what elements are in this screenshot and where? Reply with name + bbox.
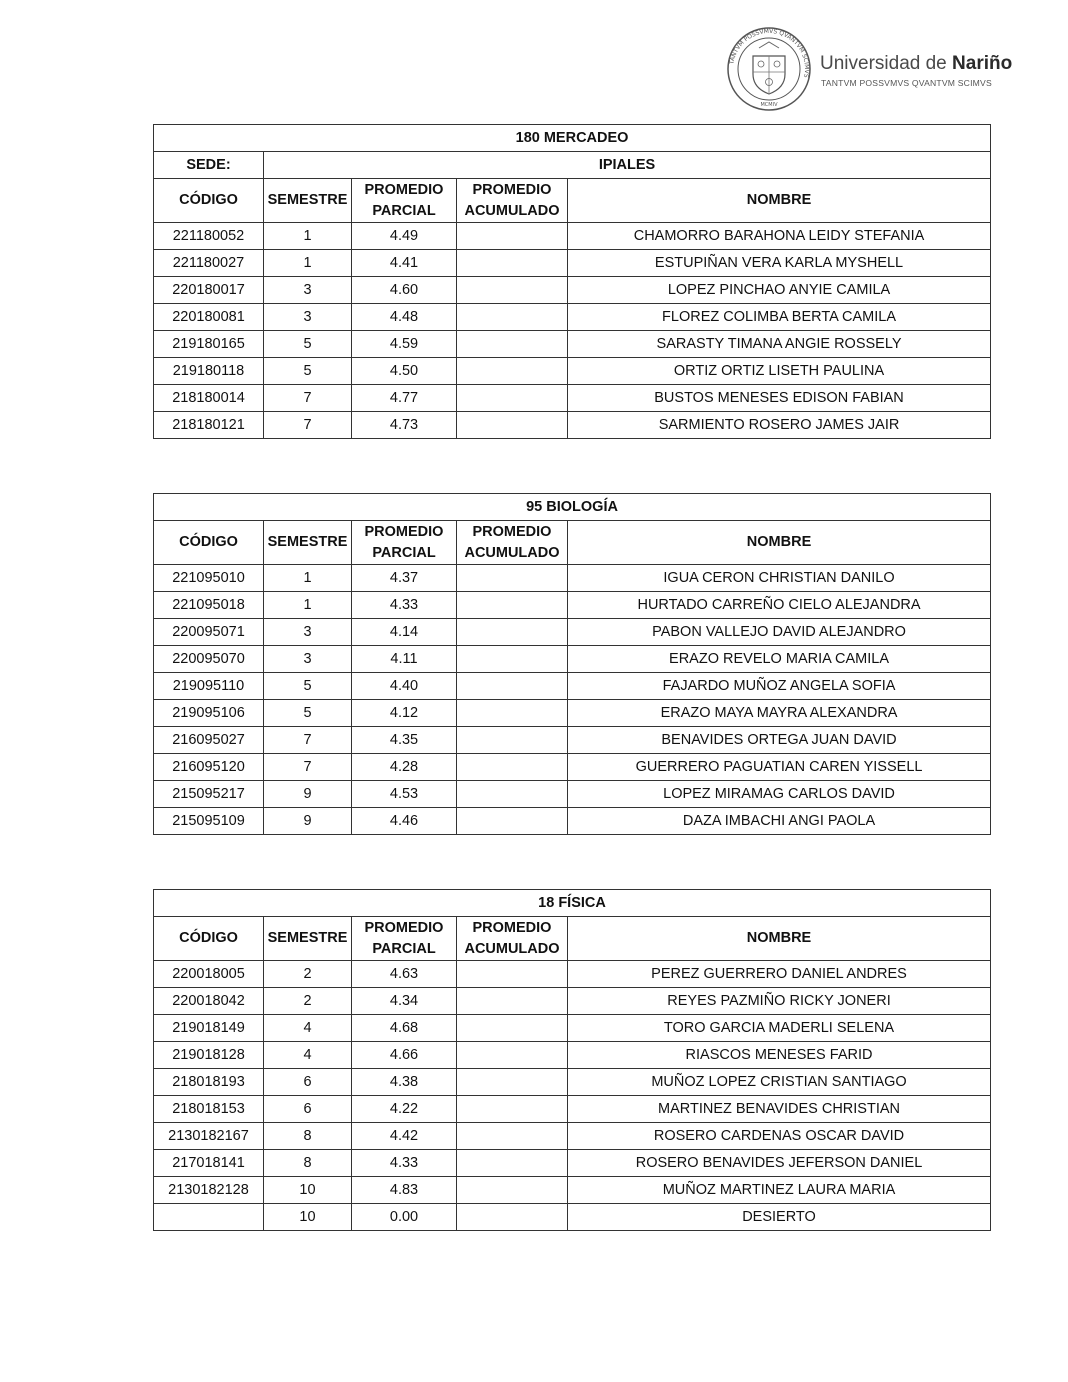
- column-header-row: [154, 917, 991, 961]
- column-header-line: PARCIAL: [372, 940, 436, 957]
- cell-parcial: 4.46: [352, 808, 457, 835]
- table-row: [154, 961, 991, 988]
- cell-codigo: 219095106: [154, 700, 264, 727]
- cell-semestre: 5: [264, 331, 352, 358]
- sede-label: SEDE:: [154, 152, 264, 179]
- cell-nombre: GUERRERO PAGUATIAN CAREN YISSELL: [568, 754, 991, 781]
- table-row: [154, 1096, 991, 1123]
- column-header-row: [154, 179, 991, 223]
- seal-ring-text: TANTVM POSSVMVS QVANTVM SCIMVS: [728, 27, 811, 79]
- cell-parcial: 4.73: [352, 412, 457, 439]
- cell-parcial: 4.33: [352, 1150, 457, 1177]
- cell-nombre: MARTINEZ BENAVIDES CHRISTIAN: [568, 1096, 991, 1123]
- cell-nombre: TORO GARCIA MADERLI SELENA: [568, 1015, 991, 1042]
- cell-parcial: 4.40: [352, 673, 457, 700]
- cell-codigo: 215095109: [154, 808, 264, 835]
- cell-nombre: RIASCOS MENESES FARID: [568, 1042, 991, 1069]
- table-row: [154, 754, 991, 781]
- cell-semestre: 10: [264, 1204, 352, 1231]
- table-row: [154, 646, 991, 673]
- table-row: [154, 565, 991, 592]
- table-row: [154, 1150, 991, 1177]
- cell-nombre: ROSERO CARDENAS OSCAR DAVID: [568, 1123, 991, 1150]
- cell-semestre: 1: [264, 250, 352, 277]
- cell-acumulado: [457, 304, 568, 331]
- cell-semestre: 3: [264, 277, 352, 304]
- cell-semestre: 2: [264, 961, 352, 988]
- cell-parcial: 4.60: [352, 277, 457, 304]
- cell-semestre: 1: [264, 223, 352, 250]
- cell-semestre: 7: [264, 412, 352, 439]
- cell-acumulado: [457, 1204, 568, 1231]
- cell-semestre: 3: [264, 646, 352, 673]
- cell-codigo: 215095217: [154, 781, 264, 808]
- column-header-codigo: CÓDIGO: [154, 917, 264, 961]
- cell-parcial: 4.11: [352, 646, 457, 673]
- cell-acumulado: [457, 646, 568, 673]
- cell-nombre: ERAZO REVELO MARIA CAMILA: [568, 646, 991, 673]
- table-row: [154, 1204, 991, 1231]
- cell-acumulado: [457, 358, 568, 385]
- cell-acumulado: [457, 1150, 568, 1177]
- cell-acumulado: [457, 781, 568, 808]
- cell-semestre: 5: [264, 700, 352, 727]
- cell-nombre: ROSERO BENAVIDES JEFERSON DANIEL: [568, 1150, 991, 1177]
- column-header-row: [154, 521, 991, 565]
- cell-nombre: HURTADO CARREÑO CIELO ALEJANDRA: [568, 592, 991, 619]
- cell-acumulado: [457, 754, 568, 781]
- cell-codigo: 218180121: [154, 412, 264, 439]
- cell-acumulado: [457, 619, 568, 646]
- cell-parcial: 4.77: [352, 385, 457, 412]
- cell-acumulado: [457, 808, 568, 835]
- cell-semestre: 5: [264, 358, 352, 385]
- cell-acumulado: [457, 1177, 568, 1204]
- cell-codigo: 218018153: [154, 1096, 264, 1123]
- cell-semestre: 6: [264, 1069, 352, 1096]
- cell-codigo: 220018005: [154, 961, 264, 988]
- cell-parcial: 4.63: [352, 961, 457, 988]
- cell-codigo: 221095010: [154, 565, 264, 592]
- cell-parcial: 4.38: [352, 1069, 457, 1096]
- cell-acumulado: [457, 592, 568, 619]
- table-body: [154, 565, 991, 835]
- table-row: [154, 1177, 991, 1204]
- table-row: [154, 1123, 991, 1150]
- cell-semestre: 5: [264, 673, 352, 700]
- cell-semestre: 9: [264, 781, 352, 808]
- column-header-line: ACUMULADO: [464, 202, 560, 219]
- cell-parcial: 4.35: [352, 727, 457, 754]
- program-title: 180 MERCADEO: [154, 125, 991, 152]
- column-header-line: PROMEDIO: [472, 523, 552, 540]
- table-row: [154, 331, 991, 358]
- cell-codigo: [154, 1204, 264, 1231]
- cell-parcial: 4.53: [352, 781, 457, 808]
- cell-acumulado: [457, 385, 568, 412]
- cell-acumulado: [457, 700, 568, 727]
- cell-acumulado: [457, 961, 568, 988]
- column-header-line: PROMEDIO: [364, 523, 444, 540]
- cell-parcial: 0.00: [352, 1204, 457, 1231]
- column-header-nombre: NOMBRE: [568, 917, 991, 961]
- cell-parcial: 4.68: [352, 1015, 457, 1042]
- cell-parcial: 4.12: [352, 700, 457, 727]
- column-header-semestre: SEMESTRE: [264, 179, 352, 223]
- cell-nombre: BENAVIDES ORTEGA JUAN DAVID: [568, 727, 991, 754]
- column-header-nombre: NOMBRE: [568, 521, 991, 565]
- cell-nombre: ERAZO MAYA MAYRA ALEXANDRA: [568, 700, 991, 727]
- cell-codigo: 218180014: [154, 385, 264, 412]
- cell-codigo: 218018193: [154, 1069, 264, 1096]
- seal-year: MCMIV: [760, 102, 778, 108]
- column-header-promedio-parcial: [352, 521, 457, 565]
- cell-codigo: 219095110: [154, 673, 264, 700]
- table-row: [154, 1069, 991, 1096]
- column-header-promedio-acumulado: [457, 917, 568, 961]
- column-header-promedio-acumulado: [457, 179, 568, 223]
- cell-codigo: 221095018: [154, 592, 264, 619]
- cell-codigo: 217018141: [154, 1150, 264, 1177]
- cell-nombre: SARMIENTO ROSERO JAMES JAIR: [568, 412, 991, 439]
- cell-nombre: PEREZ GUERRERO DANIEL ANDRES: [568, 961, 991, 988]
- cell-acumulado: [457, 1042, 568, 1069]
- cell-codigo: 219180165: [154, 331, 264, 358]
- cell-acumulado: [457, 1015, 568, 1042]
- column-header-line: PROMEDIO: [364, 181, 444, 198]
- table-body: [154, 961, 991, 1231]
- cell-parcial: 4.42: [352, 1123, 457, 1150]
- cell-nombre: DESIERTO: [568, 1204, 991, 1231]
- cell-semestre: 6: [264, 1096, 352, 1123]
- column-header-line: ACUMULADO: [464, 940, 560, 957]
- cell-codigo: 220180081: [154, 304, 264, 331]
- program-title: 95 BIOLOGÍA: [154, 494, 991, 521]
- column-header-line: PROMEDIO: [364, 919, 444, 936]
- cell-acumulado: [457, 277, 568, 304]
- table-row: [154, 673, 991, 700]
- cell-nombre: MUÑOZ LOPEZ CRISTIAN SANTIAGO: [568, 1069, 991, 1096]
- table-row: [154, 781, 991, 808]
- cell-acumulado: [457, 1069, 568, 1096]
- cell-parcial: 4.33: [352, 592, 457, 619]
- column-header-line: PARCIAL: [372, 202, 436, 219]
- cell-semestre: 8: [264, 1150, 352, 1177]
- cell-nombre: REYES PAZMIÑO RICKY JONERI: [568, 988, 991, 1015]
- table-row: [154, 412, 991, 439]
- university-name: [820, 53, 1012, 75]
- cell-nombre: SARASTY TIMANA ANGIE ROSSELY: [568, 331, 991, 358]
- cell-nombre: LOPEZ PINCHAO ANYIE CAMILA: [568, 277, 991, 304]
- university-motto: TANTVM POSSVMVS QVANTVM SCIMVS: [821, 78, 992, 88]
- column-header-nombre: NOMBRE: [568, 179, 991, 223]
- cell-semestre: 2: [264, 988, 352, 1015]
- cell-acumulado: [457, 223, 568, 250]
- table-row: [154, 700, 991, 727]
- table-body: [154, 223, 991, 439]
- cell-parcial: 4.22: [352, 1096, 457, 1123]
- cell-nombre: MUÑOZ MARTINEZ LAURA MARIA: [568, 1177, 991, 1204]
- cell-semestre: 4: [264, 1015, 352, 1042]
- cell-nombre: FLOREZ COLIMBA BERTA CAMILA: [568, 304, 991, 331]
- column-header-semestre: SEMESTRE: [264, 917, 352, 961]
- table-row: [154, 1042, 991, 1069]
- table-row: [154, 988, 991, 1015]
- cell-nombre: ESTUPIÑAN VERA KARLA MYSHELL: [568, 250, 991, 277]
- cell-semestre: 4: [264, 1042, 352, 1069]
- cell-parcial: 4.28: [352, 754, 457, 781]
- cell-semestre: 10: [264, 1177, 352, 1204]
- cell-codigo: 221180027: [154, 250, 264, 277]
- column-header-semestre: SEMESTRE: [264, 521, 352, 565]
- column-header-promedio-parcial: [352, 179, 457, 223]
- table-row: [154, 808, 991, 835]
- cell-codigo: 2130182167: [154, 1123, 264, 1150]
- sede-value: IPIALES: [264, 152, 991, 179]
- cell-acumulado: [457, 988, 568, 1015]
- cell-semestre: 7: [264, 385, 352, 412]
- column-header-codigo: CÓDIGO: [154, 521, 264, 565]
- cell-codigo: 219018149: [154, 1015, 264, 1042]
- cell-nombre: CHAMORRO BARAHONA LEIDY STEFANIA: [568, 223, 991, 250]
- cell-parcial: 4.48: [352, 304, 457, 331]
- cell-acumulado: [457, 412, 568, 439]
- university-name-prefix: Universidad de: [820, 53, 953, 74]
- column-header-promedio-acumulado: [457, 521, 568, 565]
- table-row: [154, 619, 991, 646]
- table-row: [154, 223, 991, 250]
- cell-semestre: 1: [264, 592, 352, 619]
- cell-semestre: 7: [264, 754, 352, 781]
- cell-semestre: 9: [264, 808, 352, 835]
- cell-parcial: 4.37: [352, 565, 457, 592]
- program-table-mercadeo: [153, 124, 991, 439]
- program-table-biologia: [153, 493, 991, 835]
- table-row: [154, 277, 991, 304]
- cell-acumulado: [457, 727, 568, 754]
- cell-codigo: 216095027: [154, 727, 264, 754]
- cell-nombre: IGUA CERON CHRISTIAN DANILO: [568, 565, 991, 592]
- cell-parcial: 4.50: [352, 358, 457, 385]
- cell-nombre: FAJARDO MUÑOZ ANGELA SOFIA: [568, 673, 991, 700]
- cell-nombre: DAZA IMBACHI ANGI PAOLA: [568, 808, 991, 835]
- cell-acumulado: [457, 1096, 568, 1123]
- cell-parcial: 4.59: [352, 331, 457, 358]
- table-row: [154, 727, 991, 754]
- cell-codigo: 220095070: [154, 646, 264, 673]
- cell-parcial: 4.66: [352, 1042, 457, 1069]
- cell-parcial: 4.83: [352, 1177, 457, 1204]
- page-header: [726, 26, 1026, 112]
- table-row: [154, 592, 991, 619]
- cell-semestre: 3: [264, 304, 352, 331]
- cell-nombre: LOPEZ MIRAMAG CARLOS DAVID: [568, 781, 991, 808]
- column-header-promedio-parcial: [352, 917, 457, 961]
- table-row: [154, 385, 991, 412]
- cell-parcial: 4.14: [352, 619, 457, 646]
- cell-nombre: PABON VALLEJO DAVID ALEJANDRO: [568, 619, 991, 646]
- column-header-line: PROMEDIO: [472, 919, 552, 936]
- cell-codigo: 220095071: [154, 619, 264, 646]
- column-header-codigo: CÓDIGO: [154, 179, 264, 223]
- cell-semestre: 8: [264, 1123, 352, 1150]
- university-name-bold: Nariño: [952, 53, 1013, 74]
- cell-semestre: 3: [264, 619, 352, 646]
- cell-parcial: 4.41: [352, 250, 457, 277]
- column-header-line: PARCIAL: [372, 544, 436, 561]
- cell-semestre: 7: [264, 727, 352, 754]
- cell-codigo: 220180017: [154, 277, 264, 304]
- cell-nombre: ORTIZ ORTIZ LISETH PAULINA: [568, 358, 991, 385]
- column-header-line: ACUMULADO: [464, 544, 560, 561]
- cell-codigo: 220018042: [154, 988, 264, 1015]
- cell-acumulado: [457, 250, 568, 277]
- column-header-line: PROMEDIO: [472, 181, 552, 198]
- cell-acumulado: [457, 1123, 568, 1150]
- cell-codigo: 219018128: [154, 1042, 264, 1069]
- cell-acumulado: [457, 673, 568, 700]
- table-row: [154, 1015, 991, 1042]
- table-row: [154, 358, 991, 385]
- table-row: [154, 250, 991, 277]
- program-title: 18 FÍSICA: [154, 890, 991, 917]
- cell-parcial: 4.49: [352, 223, 457, 250]
- cell-semestre: 1: [264, 565, 352, 592]
- university-seal-icon: [726, 26, 812, 112]
- cell-acumulado: [457, 331, 568, 358]
- cell-codigo: 221180052: [154, 223, 264, 250]
- cell-codigo: 216095120: [154, 754, 264, 781]
- cell-nombre: BUSTOS MENESES EDISON FABIAN: [568, 385, 991, 412]
- program-table-fisica: [153, 889, 991, 1231]
- cell-codigo: 219180118: [154, 358, 264, 385]
- cell-parcial: 4.34: [352, 988, 457, 1015]
- cell-acumulado: [457, 565, 568, 592]
- table-row: [154, 304, 991, 331]
- cell-codigo: 2130182128: [154, 1177, 264, 1204]
